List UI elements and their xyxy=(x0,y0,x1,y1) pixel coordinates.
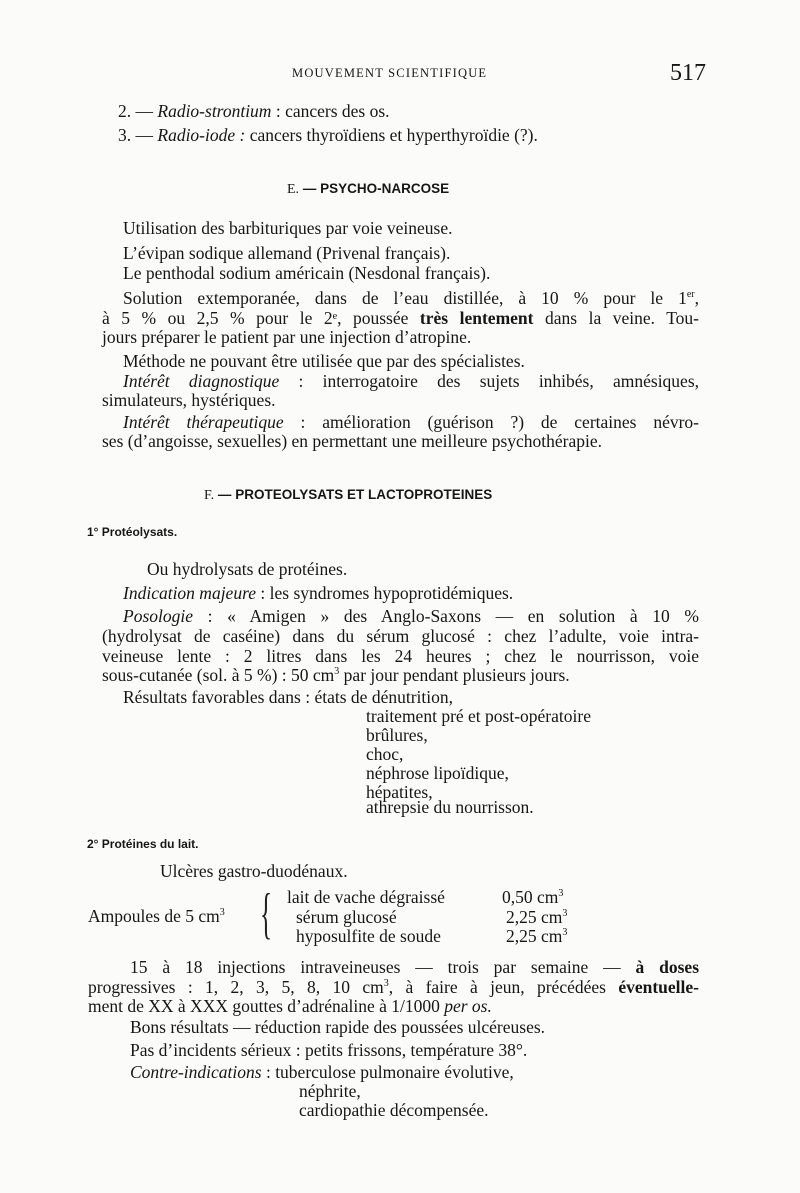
composition-item: lait de vache dégraissé xyxy=(287,887,445,907)
paragraph: Résultats favorables dans : états de dénutrition, xyxy=(123,687,453,707)
list-item: athrepsie du nourrisson. xyxy=(366,797,534,817)
list-item: néphrose lipoïdique, xyxy=(366,763,509,783)
section-heading-e: E. — PSYCHO-NARCOSE xyxy=(287,181,450,197)
paragraph: ment de XX à XXX gouttes d’adrénaline à 1/1000 per os. xyxy=(88,996,492,1016)
list-item: néphrite, xyxy=(299,1081,361,1101)
paragraph: Contre-indications : tuberculose pulmonaire évolutive, xyxy=(130,1062,514,1082)
subsection-heading: 2° Protéines du lait. xyxy=(87,837,199,851)
list-item: hépatites, xyxy=(366,782,433,802)
paragraph: Le penthodal sodium américain (Nesdonal français). xyxy=(123,263,491,283)
composition-value: 2,25 $cm^3$ xyxy=(506,907,568,927)
paragraph: Intérêt thérapeutique : amélioration (guérison ?) de certaines névro- xyxy=(123,412,699,432)
paragraph: Posologie : « Amigen » des Anglo-Saxons — en solution à 10 % xyxy=(123,606,699,626)
paragraph: Pas d’incidents sérieux : petits frissons, température 38°. xyxy=(130,1040,528,1060)
list-item: 3. — Radio-iode : cancers thyroïdiens et hyperthyroïdie (?). xyxy=(118,125,538,145)
paragraph: ses (d’angoisse, sexuelles) en permettant une meilleure psychothérapie. xyxy=(102,431,603,451)
paragraph: Ulcères gastro-duodénaux. xyxy=(160,861,348,881)
paragraph: Intérêt diagnostique : interrogatoire des sujets inhibés, amnésiques, xyxy=(123,371,700,391)
page-number: 517 xyxy=(670,60,706,86)
paragraph: 15 à 18 injections intraveineuses — trois par semaine — à doses xyxy=(130,957,699,977)
paragraph: Méthode ne pouvant être utilisée que par des spécialistes. xyxy=(123,351,525,371)
paragraph: (hydrolysat de caséine) dans du sérum glucosé : chez l’adulte, voie intra- xyxy=(102,626,699,646)
brace-glyph: { xyxy=(260,883,273,945)
composition-item: sérum glucosé xyxy=(296,907,397,927)
paragraph: Utilisation des barbituriques par voie veineuse. xyxy=(123,218,453,238)
section-heading-f: F. — PROTEOLYSATS ET LACTOPROTEINES xyxy=(204,487,493,503)
composition-value: 0,50 $cm^3$ xyxy=(502,887,564,907)
paragraph: Bons résultats — réduction rapide des poussées ulcéreuses. xyxy=(130,1017,546,1037)
paragraph: sous-cutanée (sol. à 5 %) : 50 $cm^3$ par jour pendant plusieurs jours. xyxy=(102,665,570,685)
paragraph: simulateurs, hystériques. xyxy=(102,390,276,410)
subsection-heading: 1° Protéolysats. xyxy=(87,525,178,539)
list-item: traitement pré et post-opératoire xyxy=(366,706,591,726)
paragraph: L’évipan sodique allemand (Privenal français). xyxy=(123,243,451,263)
list-item: cardiopathie décompensée. xyxy=(299,1100,489,1120)
list-item: choc, xyxy=(366,744,404,764)
paragraph: jours préparer le patient par une injection d’atropine. xyxy=(102,327,472,347)
paragraph: Ou hydrolysats de protéines. xyxy=(147,559,348,579)
paragraph: Solution extemporanée, dans de l’eau distillée, à 10 % pour le 1er, xyxy=(123,288,699,308)
paragraph: veineuse lente : 2 litres dans les 24 heures ; chez le nourrisson, voie xyxy=(102,646,699,666)
list-item: brûlures, xyxy=(366,725,428,745)
paragraph: progressives : 1, 2, 3, 5, 8, 10 $cm^3$, à faire à jeun, précédées éventuelle- xyxy=(88,977,699,997)
composition-value: 2,25 $cm^3$ xyxy=(506,926,568,946)
paragraph: Indication majeure : les syndromes hypoprotidémiques. xyxy=(123,583,514,603)
ampoules-label: Ampoules de 5 $cm^3$ xyxy=(88,906,225,926)
running-header: MOUVEMENT SCIENTIFIQUE xyxy=(292,66,488,80)
paragraph: à 5 % ou 2,5 % pour le 2ᵉ, poussée très lentement dans la veine. Tou- xyxy=(102,308,699,328)
list-item: 2. — Radio-strontium : cancers des os. xyxy=(118,101,390,121)
composition-item: hyposulfite de soude xyxy=(296,926,441,946)
